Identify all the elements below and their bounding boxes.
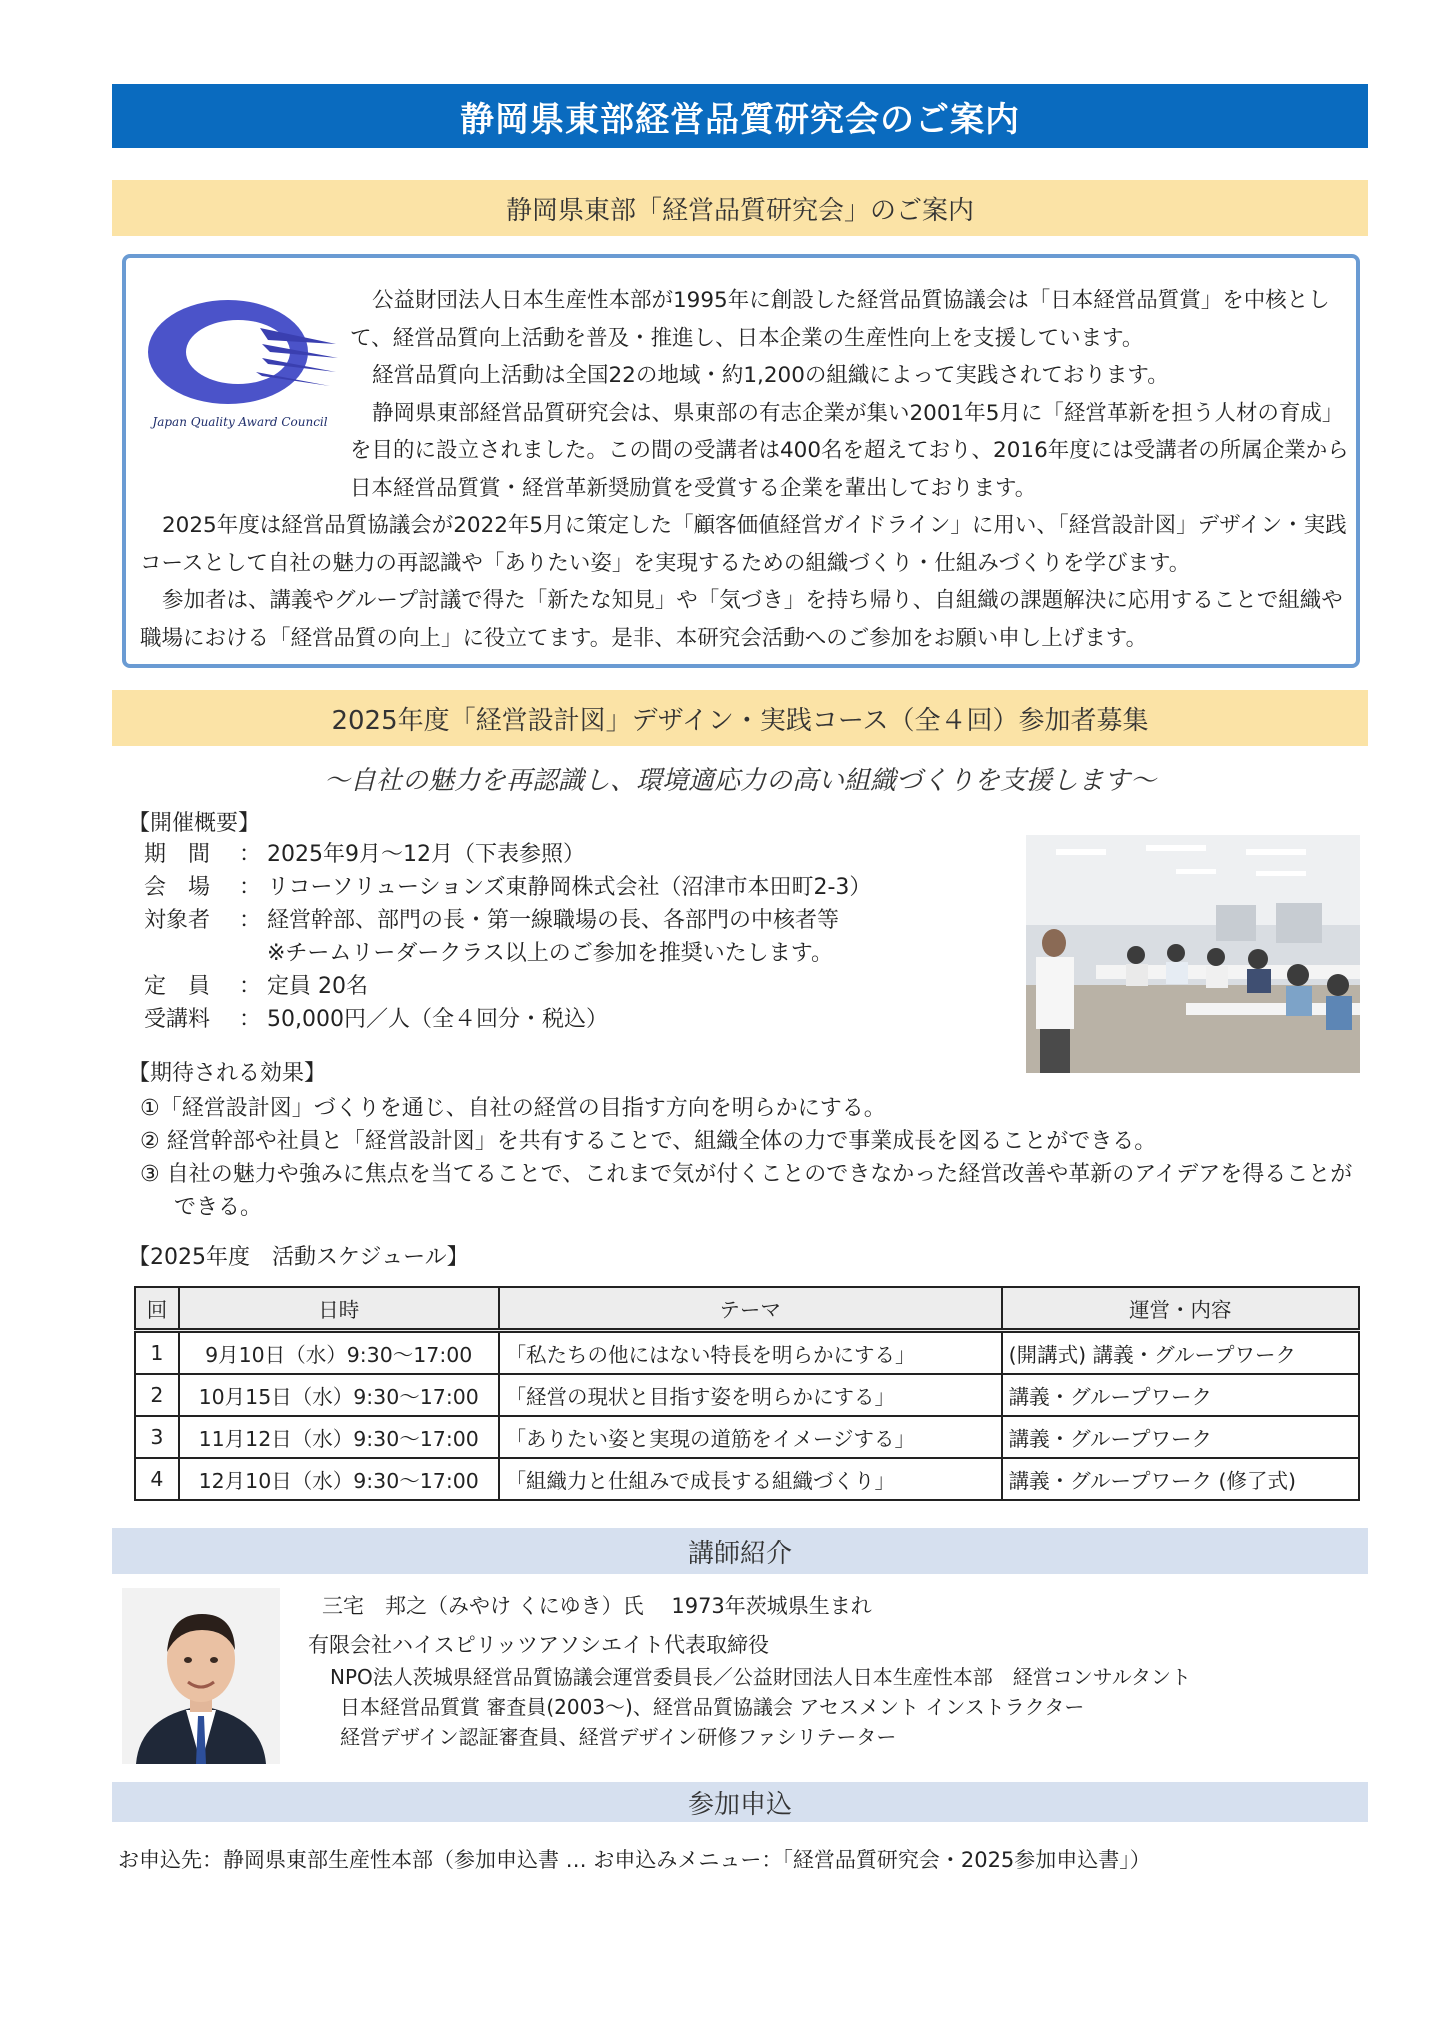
- table-row: [135, 1458, 1359, 1500]
- instructor-title: 有限会社ハイスピリッツアソシエイト代表取締役: [308, 1633, 769, 1657]
- effect-item: ③ 自社の魅力や強みに焦点を当てることで、これまで気が付くことのできなかった経営改善や革新のアイデアを得ることができる。: [140, 1162, 1353, 1220]
- column-header: 運営・内容: [1002, 1287, 1359, 1331]
- overview-row: [144, 871, 871, 904]
- table-row: [135, 1416, 1359, 1458]
- effect-item: ①「経営設計図」づくりを通じ、自社の経営の目指す方向を明らかにする。: [140, 1096, 886, 1121]
- overview-sep: ：: [239, 1007, 262, 1032]
- logo-caption: Japan Quality Award Council: [152, 415, 328, 429]
- session-content: (開講式) 講義・グループワーク: [1002, 1331, 1359, 1375]
- overview-row: [144, 838, 871, 871]
- schedule-header-row: [135, 1287, 1359, 1331]
- session-number: 4: [135, 1458, 179, 1500]
- column-header: 回: [135, 1287, 179, 1331]
- application-contact: お申込先：静岡県東部生産性本部（参加申込書 … お申込みメニュー：「経営品質研究会・2025参加申込書」）: [118, 1848, 1151, 1872]
- course-band-title: 2025年度「経営設計図」デザイン・実践コース（全４回）参加者募集: [112, 690, 1368, 746]
- session-datetime: 12月10日（水）9:30～17:00: [179, 1458, 499, 1500]
- intro-text: [140, 282, 1350, 657]
- overview-value: 2025年9月～12月（下表参照）: [267, 842, 585, 867]
- session-number: 2: [135, 1374, 179, 1416]
- overview-row: [144, 937, 871, 970]
- effect-item: ② 経営幹部や社員と「経営設計図」を共有することで、組織全体の力で事業成長を図ることができる。: [140, 1129, 1157, 1154]
- session-content: 講義・グループワーク: [1002, 1416, 1359, 1458]
- overview-label: 定 員: [144, 974, 211, 999]
- session-content: 講義・グループワーク: [1002, 1374, 1359, 1416]
- session-number: 1: [135, 1331, 179, 1375]
- effects-list: [140, 1092, 1360, 1224]
- effects-heading: 【期待される効果】: [128, 1061, 327, 1086]
- overview-label: 受講料: [144, 1007, 211, 1032]
- application-band-title: 参加申込: [112, 1782, 1368, 1822]
- session-datetime: 9月10日（水）9:30～17:00: [179, 1331, 499, 1375]
- overview-value: 定員 20名: [267, 974, 368, 999]
- instructor-portrait: [122, 1588, 280, 1764]
- overview-value: 50,000円／人（全４回分・税込）: [267, 1007, 608, 1032]
- table-row: [135, 1374, 1359, 1416]
- intro-paragraph: 経営品質向上活動は全国22の地域・約1,200の組織によって実践されております。: [372, 363, 1169, 388]
- overview-label: 会 場: [144, 875, 211, 900]
- overview-sep: ：: [239, 842, 262, 867]
- instructor-career: NPO法人茨城県経営品質協議会運営委員長／公益財団法人日本生産性本部 経営コンサルタント: [330, 1665, 1191, 1689]
- session-content: 講義・グループワーク (修了式): [1002, 1458, 1359, 1500]
- session-number: 3: [135, 1416, 179, 1458]
- session-theme: 「ありたい姿と実現の道筋をイメージする」: [499, 1416, 1002, 1458]
- instructor-career: 日本経営品質賞 審査員(2003～)、経営品質協議会 アセスメント インストラクター: [340, 1695, 1085, 1719]
- intro-paragraph: 公益財団法人日本生産性本部が1995年に創設した経営品質協議会は「日本経営品質賞」を中核として、経営品質向上活動を普及・推進し、日本企業の生産性向上を支援しています。: [350, 288, 1330, 351]
- course-subtitle: ～自社の魅力を再認識し、環境適応力の高い組織づくりを支援します～: [323, 766, 1156, 796]
- instructor-career: 経営デザイン認証審査員、経営デザイン研修ファシリテーター: [340, 1725, 897, 1749]
- page-title: 静岡県東部経営品質研究会のご案内: [112, 84, 1368, 148]
- instructor-name: 三宅 邦之（みやけ くにゆき）氏 1973年茨城県生まれ: [322, 1594, 872, 1618]
- overview-heading: 【開催概要】: [128, 811, 261, 836]
- overview-label: 期 間: [144, 842, 211, 867]
- session-theme: 「組織力と仕組みで成長する組織づくり」: [499, 1458, 1002, 1500]
- overview-row: [144, 1003, 871, 1036]
- instructor-info: [308, 1590, 1191, 1752]
- overview-row: [144, 904, 871, 937]
- intro-paragraph: 参加者は、講義やグループ討議で得た「新たな知見」や「気づき」を持ち帰り、自組織の課題解決に応用することで組織や職場における「経営品質の向上」に役立てます。是非、本研究会活動へのご参加をお願い申し上げます。: [140, 588, 1343, 651]
- schedule-table: [134, 1286, 1360, 1501]
- overview-value: リコーソリューションズ東静岡株式会社（沼津市本田町2-3）: [267, 875, 872, 900]
- instructor-band-title: 講師紹介: [112, 1528, 1368, 1574]
- overview-sep: ：: [239, 908, 262, 933]
- overview-value: ※チームリーダークラス以上のご参加を推奨いたします。: [267, 941, 834, 966]
- intro-band-title: 静岡県東部「経営品質研究会」のご案内: [112, 180, 1368, 236]
- intro-paragraph: 2025年度は経営品質協議会が2022年5月に策定した「顧客価値経営ガイドライン」に用い、「経営設計図」デザイン・実践コースとして自社の魅力の再認識や「ありたい姿」を実現するための組織づくり・仕組みづくりを学びます。: [140, 513, 1347, 576]
- session-datetime: 10月15日（水）9:30～17:00: [179, 1374, 499, 1416]
- column-header: テーマ: [499, 1287, 1002, 1331]
- seminar-photo: [1026, 835, 1360, 1073]
- column-header: 日時: [179, 1287, 499, 1331]
- session-theme: 「私たちの他にはない特長を明らかにする」: [499, 1331, 1002, 1375]
- schedule-heading: 【2025年度 活動スケジュール】: [128, 1245, 469, 1270]
- overview-sep: ：: [239, 875, 262, 900]
- overview-list: [144, 838, 871, 1036]
- overview-row: [144, 970, 871, 1003]
- overview-sep: ：: [239, 974, 262, 999]
- overview-label: 対象者: [144, 908, 211, 933]
- session-datetime: 11月12日（水）9:30～17:00: [179, 1416, 499, 1458]
- intro-paragraph: 静岡県東部経営品質研究会は、県東部の有志企業が集い2001年5月に「経営革新を担う人材の育成」を目的に設立されました。この間の受講者は400名を超えており、2016年度には受講者の所属企業から日本経営品質賞・経営革新奨励賞を受賞する企業を輩出しております。: [350, 400, 1349, 501]
- session-theme: 「経営の現状と目指す姿を明らかにする」: [499, 1374, 1002, 1416]
- table-row: [135, 1331, 1359, 1375]
- overview-value: 経営幹部、部門の長・第一線職場の長、各部門の中核者等: [267, 908, 840, 933]
